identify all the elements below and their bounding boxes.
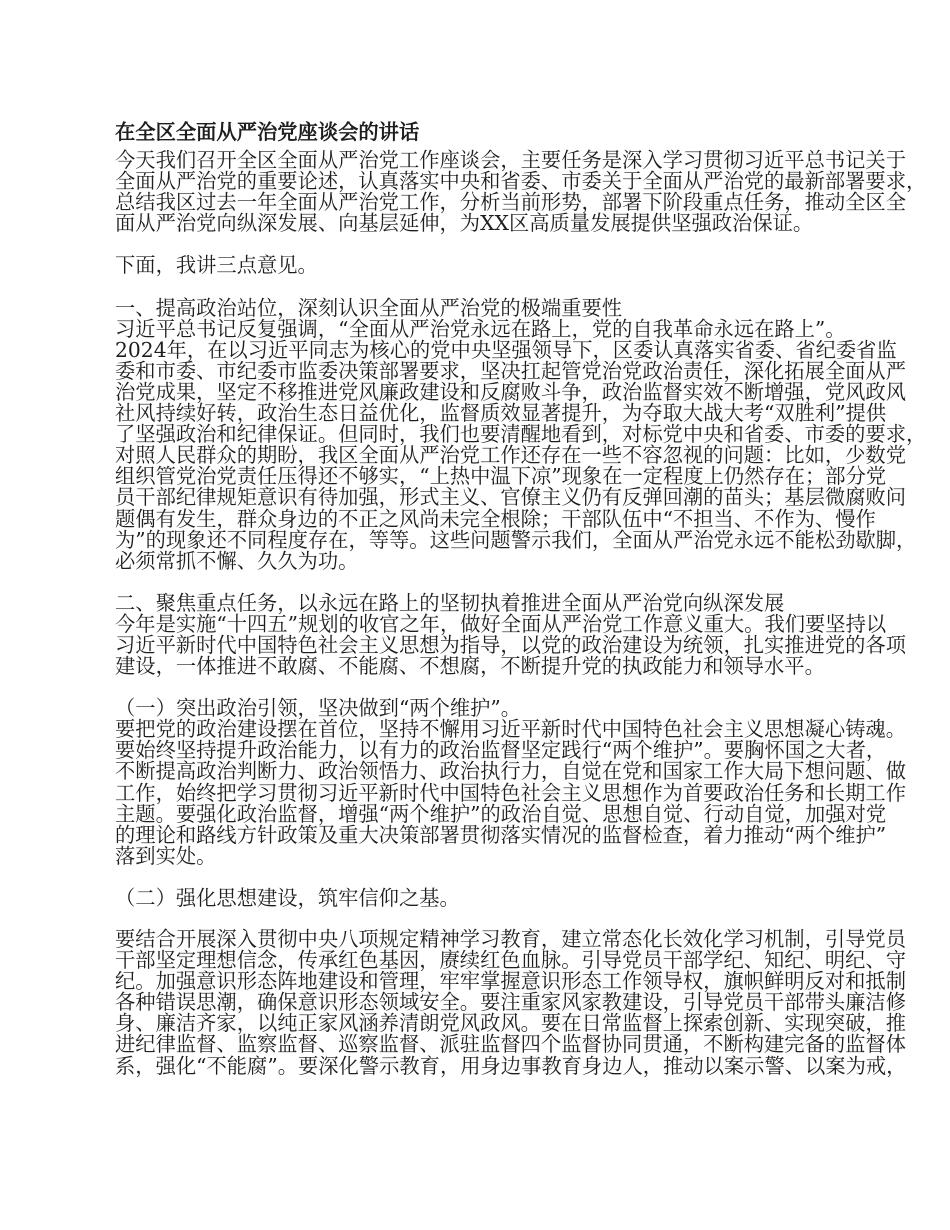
text-line: 要结合开展深入贯彻中央八项规定精神学习教育，建立常态化长效化学习机制，引导党员: [115, 927, 906, 951]
text-line: 总结我区过去一年全面从严治党工作，分析当前形势，部署下阶段重点任务，推动全区全: [115, 190, 906, 215]
paragraph: [115, 927, 907, 1078]
text-line: 为”的现象还不同程度存在，等等。这些问题警示我们，全面从严治党永远不能松劲歇脚，: [115, 527, 917, 552]
text-line: 对照人民群众的期盼，我区全面从严治党工作还存在一些不容忽视的问题：比如，少数党: [115, 443, 906, 468]
text-line: 2024年，在以习近平同志为核心的党中央坚强领导下，区委认真落实省委、省纪委省监: [115, 337, 897, 362]
text-line: 的理论和路线方针政策及重大决策部署贯彻落实情况的监督检查，着力推动“两个维护”: [115, 822, 887, 847]
text-line: 组织管党治党责任压得还不够实，“上热中温下凉”现象在一定程度上仍然存在；部分党: [115, 464, 887, 489]
paragraph: [115, 611, 906, 679]
paragraph: [115, 316, 927, 573]
text-line: 习近平总书记反复强调，“全面从严治党永远在路上，党的自我革命永远在路上”。: [115, 316, 846, 341]
document-body: [115, 120, 927, 1078]
text-line: 干部坚定理想信念，传承红色基因，赓续红色血脉。引导党员干部学纪、知纪、明纪、守: [115, 948, 906, 973]
text-line: 纪。加强意识形态阵地建设和管理，牢牢掌握意识形态工作领导权，旗帜鲜明反对和抵制: [115, 969, 906, 994]
section-heading: [115, 590, 875, 615]
text-line: 今年是实施“十四五”规划的收官之年，做好全面从严治党工作意义重大。我们要坚持以: [115, 611, 887, 636]
text-line: 面从严治党向纵深发展、向基层延伸，为XX区高质量发展提供坚强政治保证。: [115, 211, 814, 236]
text-line: 身、廉洁齐家，以纯正家风涵养清朗党风政风。要在日常监督上探索创新、实现突破，推: [115, 1011, 906, 1036]
text-line: 了坚强政治和纪律保证。但同时，我们也要清醒地看到，对标党中央和省委、市委的要求，: [115, 422, 927, 447]
document-title: [115, 122, 875, 143]
text-line: 习近平新时代中国特色社会主义思想为指导，以党的政治建设为统领，扎实推进党的各项: [115, 632, 906, 657]
text-line: 二、聚焦重点任务，以永远在路上的坚韧执着推进全面从严治党向纵深发展: [115, 590, 785, 615]
text-line: 各种错误思潮，确保意识形态领域安全。要注重家风家教建设，引导党员干部带头廉洁修: [115, 990, 906, 1015]
text-line: 主题。要强化政治监督，增强“两个维护”的政治自觉、思想自觉、行动自觉，加强对党: [115, 801, 887, 826]
section-heading: [115, 885, 875, 910]
paragraph: [115, 148, 927, 236]
text-line: 今天我们召开全区全面从严治党工作座谈会，主要任务是深入学习贯彻习近平总书记关于: [115, 148, 906, 173]
paragraph: [115, 717, 906, 868]
text-line: 建设，一体推进不敢腐、不能腐、不想腐，不断提升党的执政能力和领导水平。: [115, 654, 825, 679]
text-line: 一、提高政治站位，深刻认识全面从严治党的极端重要性: [115, 295, 623, 320]
section-heading: [115, 295, 875, 320]
text-line: 工作，始终把学习贯彻习近平新时代中国特色社会主义思想作为首要政治任务和长期工作: [115, 780, 906, 805]
text-line: 下面，我讲三点意见。: [115, 253, 318, 278]
text-line: 要始终坚持提升政治能力，以有力的政治监督坚定践行“两个维护”。要胸怀国之大者，: [115, 738, 887, 763]
paragraph: [115, 255, 875, 276]
text-line: 进纪律监督、监察监督、巡察监督、派驻监督四个监督协同贯通，不断构建完备的监督体: [115, 1032, 906, 1057]
text-line: 员干部纪律规矩意识有待加强，形式主义、官僚主义仍有反弹回潮的苗头；基层微腐败问: [115, 485, 906, 510]
text-line: 题偶有发生，群众身边的不正之风尚未完全根除；干部队伍中“不担当、不作为、慢作: [115, 506, 876, 531]
text-line: 必须常抓不懈、久久为功。: [115, 548, 359, 573]
text-line: 治党成果，坚定不移推进党风廉政建设和反腐败斗争，政治监督实效不断增强，党风政风: [115, 379, 906, 404]
text-line: 在全区全面从严治党座谈会的讲话: [115, 120, 420, 144]
text-line: 不断提高政治判断力、政治领悟力、政治执行力，自觉在党和国家工作大局下想问题、做: [115, 759, 906, 784]
text-line: （一）突出政治引领，坚决做到“两个维护”。: [115, 696, 522, 721]
section-heading: [115, 698, 875, 719]
text-line: 要把党的政治建设摆在首位，坚持不懈用习近平新时代中国特色社会主义思想凝心铸魂。: [115, 717, 906, 742]
text-line: 委和市委、市纪委市监委决策部署要求，坚决扛起管党治党政治责任，深化拓展全面从严: [115, 358, 906, 383]
text-line: 全面从严治党的重要论述，认真落实中央和省委、市委关于全面从严治党的最新部署要求，: [115, 169, 927, 194]
text-line: 社风持续好转，政治生态日益优化，监督质效显著提升，为夺取大战大考“双胜利”提供: [115, 401, 887, 426]
text-line: 落到实处。: [115, 843, 217, 868]
text-line: （二）强化思想建设，筑牢信仰之基。: [115, 885, 460, 910]
text-line: 系，强化“不能腐”。要深化警示教育，用身边事教育身边人，推动以案示警、以案为戒，: [115, 1053, 907, 1078]
